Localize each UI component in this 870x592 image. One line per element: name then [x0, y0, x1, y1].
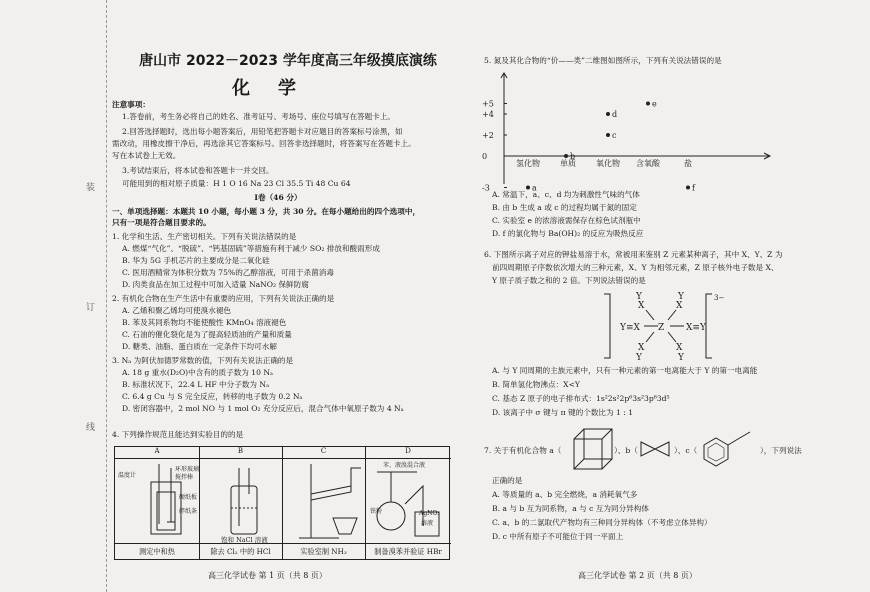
data-point-a [526, 186, 530, 190]
option: C. 医用酒精常为体积分数为 75%的乙醇溶液，可用于杀菌消毒 [122, 268, 334, 277]
option: C. 6.4 g Cu 与 S 完全反应，转移的电子数为 0.2 Nₐ [122, 392, 303, 401]
question-1: 1. 化学和生活、生产密切相关。下列有关说法错误的是 [112, 232, 297, 241]
question-6-text: 前四周期原子序数依次增大的三种元素，X、Y 为相邻元素，Z 原子核外电子数是 X、 [492, 263, 779, 272]
apparatus-label: 溶液 [421, 520, 434, 527]
option: A. 等质量的 a、b 完全燃烧，a 消耗氧气多 [492, 490, 638, 499]
binding-margin [6, 0, 107, 592]
page-footer: 高三化学试卷 第 1 页（共 8 页） [208, 571, 327, 580]
apparatus-label: 搅拌棒 [175, 474, 194, 481]
question-7-text: ），下列说法 [760, 446, 802, 455]
apparatus-label: 铁粉 [370, 508, 383, 515]
section-title: Ⅰ卷（46 分） [254, 193, 302, 202]
table-caption: 实验室制 NH₃ [282, 543, 365, 559]
exam-title: 唐山市 2022－2023 学年度高三年级摸底演练 [139, 53, 437, 69]
option: B. 华为 5G 手机芯片的主要成分是二氧化硅 [122, 256, 270, 265]
option: D. 肉类食品在加工过程中可加入适量 NaNO₂ 保鲜防腐 [122, 280, 309, 289]
atom-y: Y [636, 353, 642, 363]
question-6: 6. 下图所示离子对应的钾盐易溶于水，常被用来鉴别 Z 元素某种离子，其中 X、Y、Z 为 [484, 250, 783, 259]
notice-line: 2.回答选择题时，选出每小题答案后，用铅笔把答题卡对应题目的答案标号涂黑，如 [122, 127, 403, 136]
charge: 3− [714, 294, 725, 302]
apparatus-label: 硬纸板 [179, 494, 198, 501]
option: D. c 中所有原子不可能位于同一平面上 [492, 532, 624, 541]
question-3: 3. Nₐ 为阿伏加德罗常数的值，下列有关说法正确的是 [112, 356, 294, 365]
option: A. 常温下，a、c、d 均为刺激性气味的气体 [492, 190, 640, 199]
apparatus-label: 苯、液溴混合液 [383, 462, 426, 469]
question-2: 2. 有机化合物在生产生活中有重要的应用，下列有关说法正确的是 [112, 294, 335, 303]
y-tick-label: 0 [482, 152, 488, 161]
data-point-label: b [570, 152, 576, 161]
apparatus-label: 饱和 NaCl 溶液 [221, 536, 268, 544]
y-tick-label: +5 [482, 99, 494, 109]
category-label: 氢化物 [516, 159, 540, 168]
calorimeter-inner [157, 492, 175, 530]
option: B. 标准状况下，22.4 L HF 中分子数为 Nₐ [122, 380, 270, 389]
option: D. 糖类、油脂、蛋白质在一定条件下均可水解 [122, 342, 277, 351]
table-header: B [199, 447, 282, 459]
atom-y: Y [636, 292, 642, 302]
y-tick-label: +2 [482, 131, 494, 140]
apparatus-table [114, 446, 450, 560]
apparatus-label: 温度计 [118, 472, 137, 479]
binding-mark: 订 [86, 303, 96, 313]
option: A. 与 Y 同周期的主族元素中，只有一种元素的第一电离能大于 Y 的第一电离能 [492, 366, 758, 375]
category-label: 含氧酸 [636, 159, 660, 168]
option: A. 燃煤“气化”、“脱硫”、“钙基固硫”等措施有利于减少 SO₂ 排放和酸雨形成 [122, 244, 380, 253]
data-point-label: a [532, 183, 537, 193]
category-label: 盐 [684, 159, 692, 168]
data-point-label: e [652, 99, 657, 109]
y-tick-label: +4 [482, 110, 494, 119]
notice-line: 需改动，用橡皮擦干净后，再选涂其它答案标号。回答非选择题时，将答案写在答题卡上。 [112, 139, 416, 148]
styrene-structure [700, 428, 754, 470]
option: C. 基态 Z 原子的电子排布式：1s²2s²2p⁶3s²3p⁶3d⁵ [492, 394, 670, 403]
page-1 [108, 0, 448, 592]
page-2 [478, 0, 858, 592]
cubane-structure [570, 425, 614, 475]
data-point-label: d [612, 110, 618, 119]
option: B. 由 b 生成 a 或 c 的过程均属于氮的固定 [492, 203, 637, 212]
bicyclobutane-structure [638, 438, 672, 460]
atom-x: X [676, 301, 683, 311]
option: D. 密闭容器中，2 mol NO 与 1 mol O₂ 充分反应后，混合气体中氧原子数为 4 Nₐ [122, 404, 404, 413]
table-header: A [115, 447, 199, 459]
option: C. a、b 的二氯取代产物均有三种同分异构体（不考虑立体异构） [492, 518, 712, 527]
complex-ion-structure [598, 290, 725, 363]
question-7-text: ）、c（ [674, 446, 698, 455]
notice-heading: 注意事项： [112, 100, 150, 109]
category-label: 单质 [560, 159, 576, 168]
apparatus-label: 碎纸条 [179, 508, 198, 515]
question-6-text: Y 原子质子数之和的 2 倍。下列说法错误的是 [492, 276, 646, 285]
part-heading: 一、单项选择题：本题共 10 小题，每小题 3 分，共 30 分。在每小题给出的四个选项中， [112, 207, 421, 216]
option: B. a 与 b 互为同系物，a 与 c 互为同分异构体 [492, 504, 649, 513]
question-7-text: ）、b（ [614, 446, 638, 455]
option: A. 乙烯和聚乙烯均可使溴水褪色 [122, 306, 232, 315]
option: C. 石油的催化裂化是为了提高轻质油的产量和质量 [122, 330, 292, 339]
atom-y: Y [678, 292, 684, 302]
option: B. 简单氢化物沸点：X<Y [492, 380, 580, 389]
option: C. 实验室 e 的浓溶液需保存在棕色试剂瓶中 [492, 216, 641, 225]
atomic-mass-line: 可能用到的相对原子质量：H 1 O 16 Na 23 Cl 35.5 Ti 48 Cu 64 [122, 179, 351, 188]
notice-line: 写在本试卷上无效。 [112, 151, 181, 160]
question-7: 7. 关于有机化合物 a（ [484, 446, 562, 455]
table-caption: 测定中和热 [115, 543, 199, 559]
data-point-d [606, 112, 610, 116]
table-caption: 制备溴苯并验证 HBr [365, 543, 451, 559]
binding-mark: 线 [86, 423, 96, 433]
atom-group: Y≡X [620, 323, 640, 333]
y-tick-label: -3 [482, 183, 490, 193]
atom-y: Y [678, 353, 684, 363]
data-point-label: c [612, 131, 617, 140]
subject-title: 化学 [232, 78, 324, 99]
data-point-c [606, 133, 610, 137]
question-4: 4. 下列操作规范且能达到实验目的的是 [112, 430, 244, 439]
question-7-text: 正确的是 [492, 476, 523, 485]
notice-line: 1.答卷前，考生务必将自己的姓名、准考证号、考场号、座位号填写在答题卡上。 [122, 112, 396, 121]
notice-line: 3.考试结束后，将本试卷和答题卡一并交回。 [122, 166, 274, 175]
table-caption: 除去 Cl₂ 中的 HCl [199, 543, 282, 559]
atom-x: X [638, 343, 645, 353]
page-footer: 高三化学试卷 第 2 页（共 8 页） [578, 571, 697, 580]
option: B. 苯及其同系物均不能使酸性 KMnO₄ 溶液褪色 [122, 318, 287, 327]
apparatus-label: 环形玻璃 [175, 466, 200, 473]
part-heading: 只有一项是符合题目要求的。 [112, 218, 211, 227]
atom-z: Z [658, 323, 665, 333]
option: A. 18 g 重水(D₂O)中含有的质子数为 10 Nₐ [122, 368, 273, 377]
calorimeter-outer [151, 482, 181, 534]
data-point-label: f [692, 183, 695, 193]
table-header: D [365, 447, 451, 459]
option: D. f 的氯化物与 Ba(OH)₂ 的反应为吸热反应 [492, 229, 644, 238]
data-point-f [686, 186, 690, 190]
atom-x: X [676, 343, 683, 353]
valence-class-chart [478, 70, 778, 193]
atom-x: X [638, 301, 645, 311]
data-point-b [564, 154, 568, 158]
category-label: 氧化物 [596, 159, 620, 168]
data-point-e [646, 102, 650, 106]
option: D. 该离子中 σ 键与 π 键的个数比为 1 : 1 [492, 408, 634, 417]
atom-group: X≡Y [686, 323, 706, 333]
question-5: 5. 氮及其化合物的“价——类”二维图如图所示，下列有关说法错误的是 [484, 56, 722, 65]
binding-mark: 装 [86, 183, 96, 193]
table-header: C [282, 447, 365, 459]
apparatus-label: AgNO₃ [419, 510, 440, 517]
